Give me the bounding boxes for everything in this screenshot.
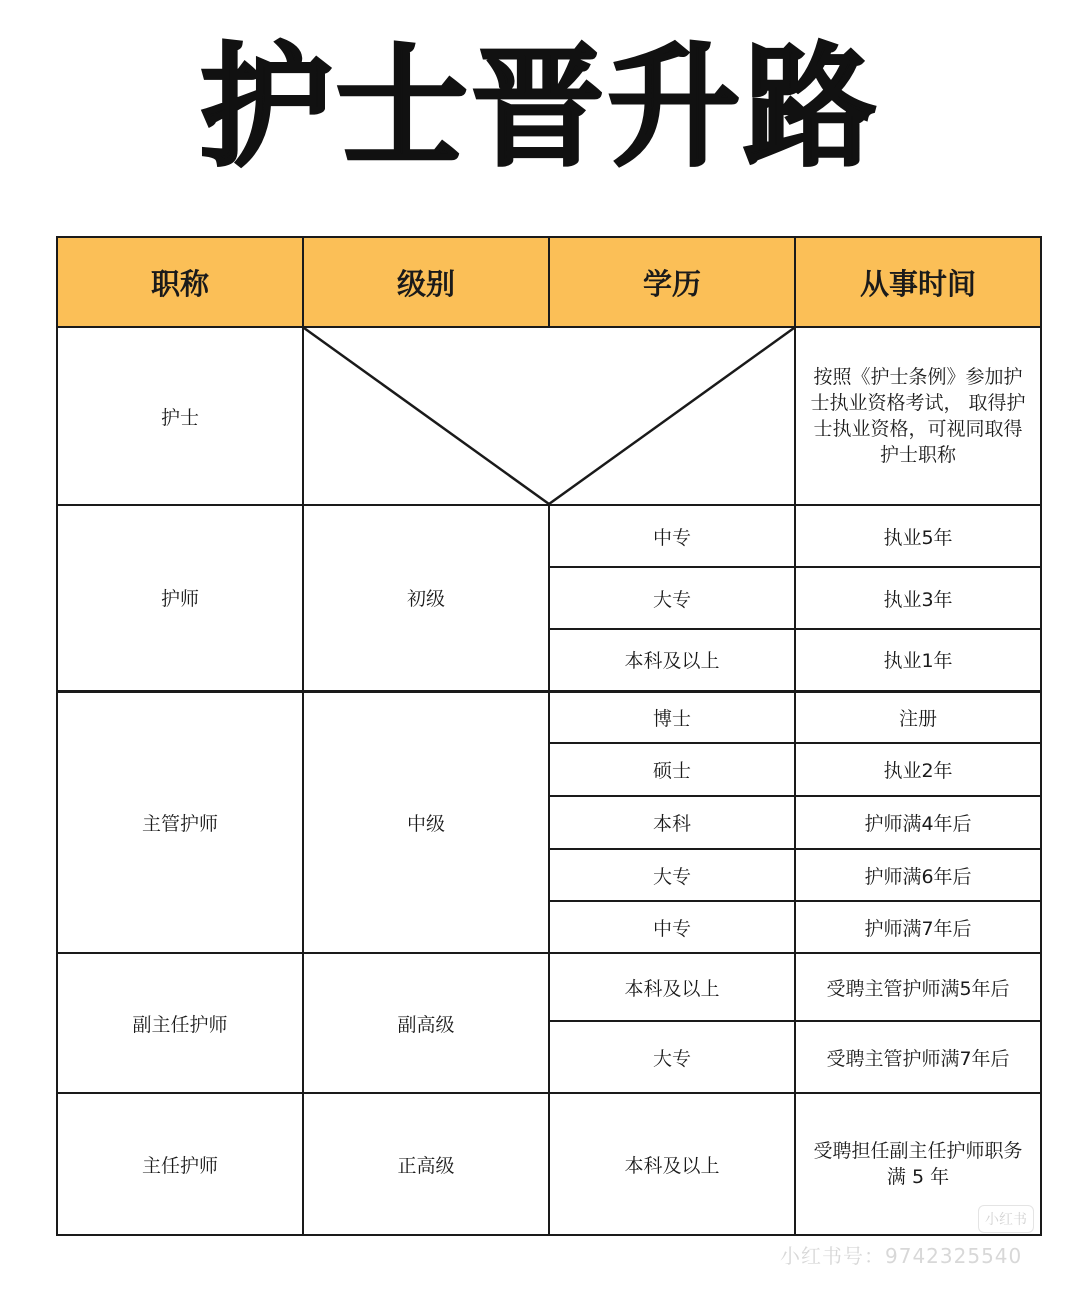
- time-cell: 注册: [795, 691, 1041, 743]
- watermark-badge: 小红书: [978, 1205, 1034, 1233]
- watermark: 小红书号：9742325540: [780, 1244, 1023, 1268]
- education-cell: 硕士: [549, 743, 795, 796]
- education-cell: 大专: [549, 849, 795, 901]
- time-cell: 执业5年: [795, 505, 1041, 567]
- row-chief-title: 主任护师: [57, 1093, 303, 1235]
- table-row: [57, 953, 1041, 1021]
- row-senior-title: 护师: [57, 505, 303, 691]
- header-education: 学历: [549, 237, 795, 327]
- education-cell: 大专: [549, 1021, 795, 1093]
- row-charge-title: 主管护师: [57, 691, 303, 953]
- time-cell: 受聘主管护师满7年后: [795, 1021, 1041, 1093]
- diagonal-lines: [304, 328, 794, 504]
- time-cell: 执业1年: [795, 629, 1041, 691]
- promotion-table: [56, 236, 1042, 1236]
- time-cell: 受聘主管护师满5年后: [795, 953, 1041, 1021]
- row-nurse-title: 护士: [57, 327, 303, 505]
- row-senior-level: 初级: [303, 505, 549, 691]
- education-cell: 博士: [549, 691, 795, 743]
- page-title: 护士晋升路: [200, 31, 880, 185]
- table-row: [57, 1093, 1041, 1235]
- education-cell: 本科及以上: [549, 953, 795, 1021]
- time-cell: 护师满4年后: [795, 796, 1041, 849]
- time-cell: 受聘担任副主任护师职务满 5 年: [795, 1093, 1041, 1235]
- time-cell: 执业2年: [795, 743, 1041, 796]
- row-nurse-time: 按照《护士条例》参加护士执业资格考试， 取得护士执业资格，可视同取得护士职称: [795, 327, 1041, 505]
- table-row: [57, 505, 1041, 567]
- row-associate-title: 副主任护师: [57, 953, 303, 1093]
- row-chief-level: 正高级: [303, 1093, 549, 1235]
- row-charge-level: 中级: [303, 691, 549, 953]
- table-row: [57, 691, 1041, 743]
- education-cell: 中专: [549, 901, 795, 953]
- row-associate-level: 副高级: [303, 953, 549, 1093]
- empty-diagonal-cell: [303, 327, 795, 505]
- time-cell: 护师满7年后: [795, 901, 1041, 953]
- education-cell: 本科: [549, 796, 795, 849]
- time-cell: 执业3年: [795, 567, 1041, 629]
- education-cell: 大专: [549, 567, 795, 629]
- header-level: 级别: [303, 237, 549, 327]
- time-cell: 护师满6年后: [795, 849, 1041, 901]
- education-cell: 中专: [549, 505, 795, 567]
- header-title: 职称: [57, 237, 303, 327]
- education-cell: 本科及以上: [549, 629, 795, 691]
- table-row: [57, 327, 1041, 505]
- header-row: [57, 237, 1041, 327]
- education-cell: 本科及以上: [549, 1093, 795, 1235]
- header-time: 从事时间: [795, 237, 1041, 327]
